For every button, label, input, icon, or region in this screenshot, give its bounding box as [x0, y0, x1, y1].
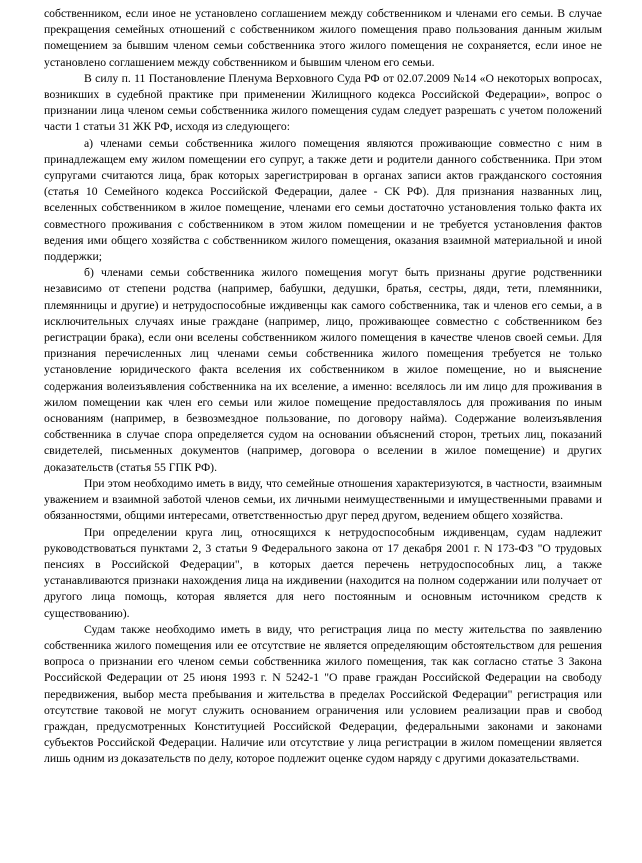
paragraph-registration: Судам также необходимо иметь в виду, что регистрация лица по месту жительства по заявлению собственника жилого помещения или ее отсутствие не является определяющим обстоятельством для решения вопроса о признании его членом семьи собственника жилого помещения, так как согласно статье 3 Закона Российской Федерации от 25 июня 1993 г. N 5242-1 "О праве граждан Российской Федерации на свободу передвижения, выбор места пребывания и жительства в пределах Российской Федерации" регистрация или отсутствие таковой не могут служить основанием ограничения или условием реализации прав и свобод граждан, предусмотренных Конституцией Российской Федерации, федеральными законами и законами субъектов Российской Федерации. Наличие или отсутствие у лица регистрации в жилом помещении является лишь одним из доказательств по делу, которое подлежит оценке судом наряду с другими доказательствами.	[44, 622, 602, 766]
paragraph-continuation: собственником, если иное не установлено соглашением между собственником и членами его семьи. В случае прекращения семейных отношений с собственником жилого помещения право пользования данным жилым помещением за бывшим членом семьи собственника этого жилого помещения не сохраняется, если иное не установлено соглашением между собственником и бывшим членом его семьи.	[44, 7, 602, 69]
paragraph-family-relations: При этом необходимо иметь в виду, что семейные отношения характеризуются, в частности, взаимным уважением и взаимной заботой членов семьи, их личными неимущественными и имущественными правами и обязанностями, общими интересами, ответственностью друг перед другом, ведением общего хозяйства.	[44, 476, 602, 523]
paragraph-item-b: б) членами семьи собственника жилого помещения могут быть признаны другие родственники независимо от степени родства (например, бабушки, дедушки, братья, сестры, дяди, тети, племянники, племянницы и другие) и нетрудоспособные иждивенцы как самого собственника, так и членов его семьи, а в исключительных случаях иные граждане (например, лицо, проживающее совместно с собственником без регистрации брака), если они вселены собственником жилого помещения в качестве членов своей семьи. Для признания перечисленных лиц членами семьи собственника жилого помещения требуется не только установление юридического факта вселения их собственником в жилое помещение, но и выяснение содержания волеизъявления собственника на их вселение, а именно: вселялось ли им лицо для проживания в жилом помещении как член его семьи или жилое помещение предоставлялось для проживания по иным основаниям (например, в безвозмездное пользование, по договору найма). Содержание волеизъявления собственника в случае спора определяется судом на основании объяснений сторон, третьих лиц, показаний свидетелей, письменных документов (например, договора о вселении в жилое помещение) и других доказательств (статья 55 ГПК РФ).	[44, 266, 602, 474]
paragraph-plenum-resolution: В силу п. 11 Постановление Пленума Верховного Суда РФ от 02.07.2009 №14 «О некоторых вопросах, возникших в судебной практике при применении Жилищного кодекса Российской Федерации», вопрос о признании лица членом семьи собственника жилого помещения судам следует разрешать с учетом положений части 1 статьи 31 ЖК РФ, исходя из следующего:	[44, 71, 602, 134]
paragraph-item-a: а) членами семьи собственника жилого помещения являются проживающие совместно с ним в принадлежащем ему жилом помещении его супруг, а также дети и родители данного собственника. При этом супругами считаются лица, брак которых зарегистрирован в органах записи актов гражданского состояния (статья 10 Семейного кодекса Российской Федерации, далее - СК РФ). Для признания названных лиц, вселенных собственником в жилое помещение, членами его семьи достаточно установления только факта их совместного проживания с собственником в этом жилом помещении и не требуется установления фактов ведения ими общего хозяйства с собственником жилого помещения, оказания взаимной материальной и иной поддержки;	[44, 136, 602, 264]
paragraph-dependents: При определении круга лиц, относящихся к нетрудоспособным иждивенцам, судам надлежит руководствоваться пунктами 2, 3 статьи 9 Федерального закона от 17 декабря 2001 г. N 173-ФЗ "О трудовых пенсиях в Российской Федерации", в которых дается перечень нетрудоспособных лиц, а также устанавливаются признаки нахождения лица на иждивении (находится на полном содержании или получает от другого лица помощь, которая является для него постоянным и основным источником средств к существованию).	[44, 525, 602, 620]
